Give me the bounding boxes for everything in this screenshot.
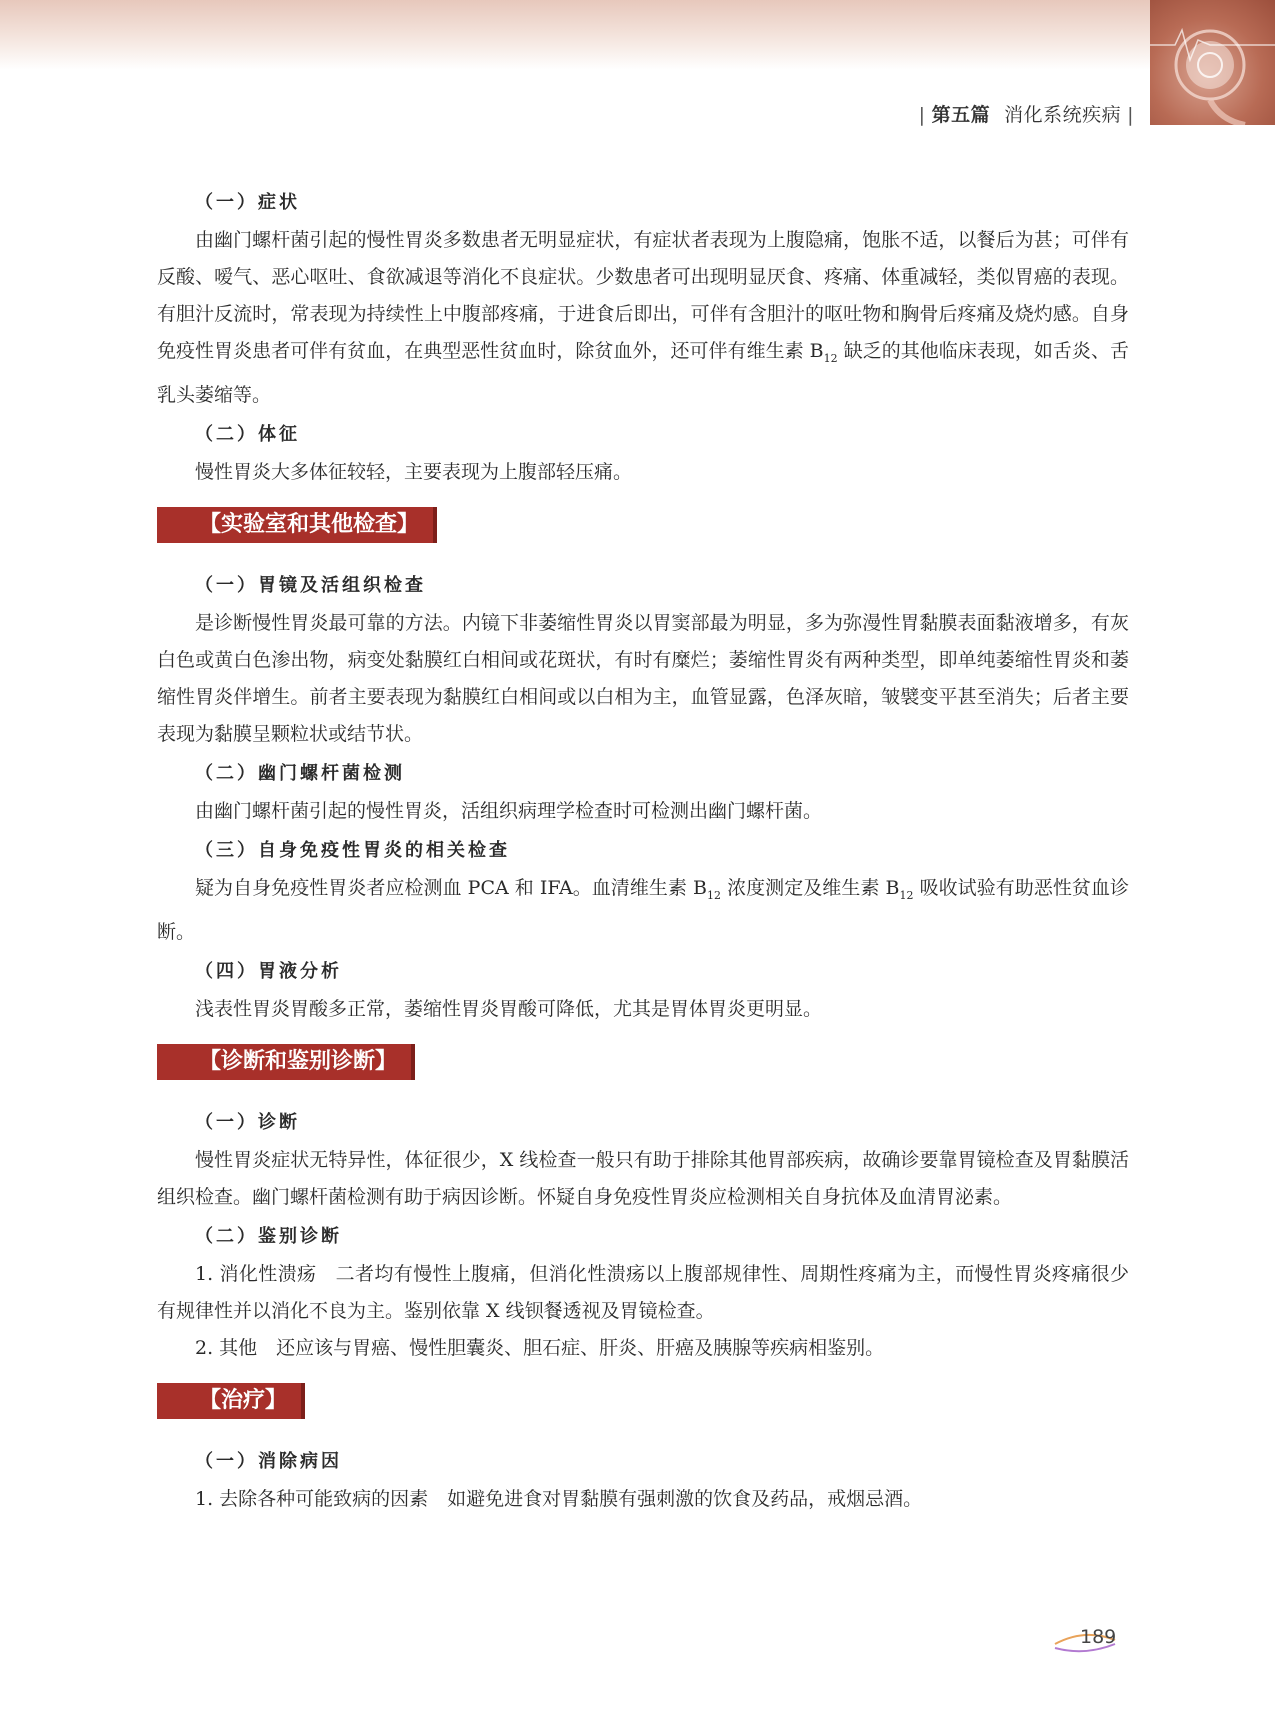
b12-subscript-1: 12 — [707, 888, 722, 902]
subheading-differential: （二）鉴别诊断 — [195, 1225, 342, 1247]
paragraph-endoscopy: 是诊断慢性胃炎最可靠的方法。内镜下非萎缩性胃炎以胃窦部最为明显，多为弥漫性胃黏膜表面黏液增多，有灰白色或黄白色渗出物，病变处黏膜红白相间或花斑状，有时有糜烂；萎缩性胃炎有两种类型，即单纯萎缩性胃炎和萎缩性胃炎伴增生。前者主要表现为黏膜红白相间或以白相为主，血管显露，色泽灰暗，皱襞变平甚至消失；后者主要表现为黏膜呈颗粒状或结节状。 — [157, 611, 1129, 745]
header-band — [0, 0, 1275, 70]
symptoms-text-a: 由幽门螺杆菌引起的慢性胃炎多数患者无明显症状，有症状者表现为上腹隐痛，饱胀不适，以餐后为甚；可伴有反酸、嗳气、恶心呕吐、食欲减退等消化不良症状。少数患者可出现明显厌食、疼痛、体重减轻，类似胃癌的表现。有胆汁反流时，常表现为持续性上中腹部疼痛，于进食后即出，可伴有含胆汁的呕吐物和胸骨后疼痛及烧灼感。自身免疫性胃炎患者可伴有贫血，在典型恶性贫血时，除贫血外，还可伴有维生素 — [157, 229, 1129, 362]
subheading-hp-test: （二）幽门螺杆菌检测 — [195, 762, 405, 784]
subheading-signs: （二）体征 — [195, 423, 300, 445]
b12-subscript: 12 — [823, 351, 838, 365]
paragraph-gastric-juice: 浅表性胃炎胃酸多正常，萎缩性胃炎胃酸可降低，尤其是胃体胃炎更明显。 — [195, 997, 823, 1020]
paragraph-differential-1: 1. 消化性溃疡 二者均有慢性上腹痛，但消化性溃疡以上腹部规律性、周期性疼痛为主，而慢性胃炎疼痛很少有规律性并以消化不良为主。鉴别依靠 X 线钡餐透视及胃镜检查。 — [157, 1262, 1129, 1322]
paragraph-autoimmune-tests — [157, 870, 1129, 951]
paragraph-hp-test: 由幽门螺杆菌引起的慢性胃炎，活组织病理学检查时可检测出幽门螺杆菌。 — [195, 799, 823, 822]
paragraph-diagnosis: 慢性胃炎症状无特异性，体征很少，X 线检查一般只有助于排除其他胃部疾病，故确诊要靠胃镜检查及胃黏膜活组织检查。幽门螺杆菌检测有助于病因诊断。怀疑自身免疫性胃炎应检测相关自身抗体及血清胃泌素。 — [157, 1148, 1129, 1208]
section-banner-treatment — [157, 1383, 1129, 1427]
symptoms-text-b: 缺乏的其他临床表现，如舌炎、舌乳头萎缩等。 — [157, 340, 1129, 406]
section-banner-lab — [157, 507, 1129, 551]
page-number: 189 — [1080, 1626, 1117, 1648]
b12-subscript-2: 12 — [899, 888, 914, 902]
paragraph-symptoms: 由幽门螺杆菌引起的慢性胃炎多数患者无明显症状，有症状者表现为上腹隐痛，饱胀不适，以餐后为甚；可伴有反酸、嗳气、恶心呕吐、食欲减退等消化不良症状。少数患者可出现明显厌食、疼痛、体重减轻，类似胃癌的表现。有胆汁反流时，常表现为持续性上中腹部疼痛，于进食后即出，可伴有含胆汁的呕吐物和胸骨后疼痛及烧灼感。自身免疫性胃炎患者可伴有贫血，在典型恶性贫血时，除贫血外，还可伴有维生素 $B_{12}$ 缺乏的其他临床表现，如舌炎、舌乳头萎缩等。 — [157, 229, 1129, 406]
part-label: 第五篇 — [931, 104, 991, 126]
header-divider-right: | — [1127, 104, 1134, 126]
paragraph-signs: 慢性胃炎大多体征较轻，主要表现为上腹部轻压痛。 — [195, 460, 633, 483]
subheading-diagnosis: （一）诊断 — [195, 1111, 300, 1133]
autoimmune-text-c: 吸收试验有助恶性贫血诊断。 — [157, 876, 1129, 943]
paragraph-remove-cause: 1. 去除各种可能致病的因素 如避免进食对胃黏膜有强刺激的饮食及药品，戒烟忌酒。 — [195, 1487, 923, 1510]
subheading-gastric-juice: （四）胃液分析 — [195, 960, 342, 982]
autoimmune-text-b: 浓度测定及维生素 B — [721, 876, 900, 899]
chapter-title: 消化系统疾病 — [1004, 104, 1122, 126]
page-content — [157, 188, 1129, 1518]
paragraph-differential-2: 2. 其他 还应该与胃癌、慢性胆囊炎、胆石症、肝炎、肝癌及胰腺等疾病相鉴别。 — [195, 1336, 885, 1359]
banner-diagnosis-title: 【诊断和鉴别诊断】 — [157, 1044, 411, 1080]
section-banner-diagnosis — [157, 1044, 1129, 1088]
banner-treatment-title: 【治疗】 — [157, 1383, 301, 1419]
subheading-remove-cause: （一）消除病因 — [195, 1450, 342, 1472]
corner-stethoscope-image — [1150, 0, 1275, 125]
running-header — [913, 100, 1140, 127]
subheading-endoscopy: （一）胃镜及活组织检查 — [195, 574, 426, 596]
banner-lab-title: 【实验室和其他检查】 — [157, 507, 433, 543]
subheading-symptoms: （一）症状 — [195, 192, 300, 213]
autoimmune-text-a: 疑为自身免疫性胃炎者应检测血 PCA 和 IFA。血清维生素 B — [195, 876, 708, 899]
header-divider-left: | — [918, 104, 926, 126]
subheading-autoimmune-tests: （三）自身免疫性胃炎的相关检查 — [195, 839, 510, 861]
